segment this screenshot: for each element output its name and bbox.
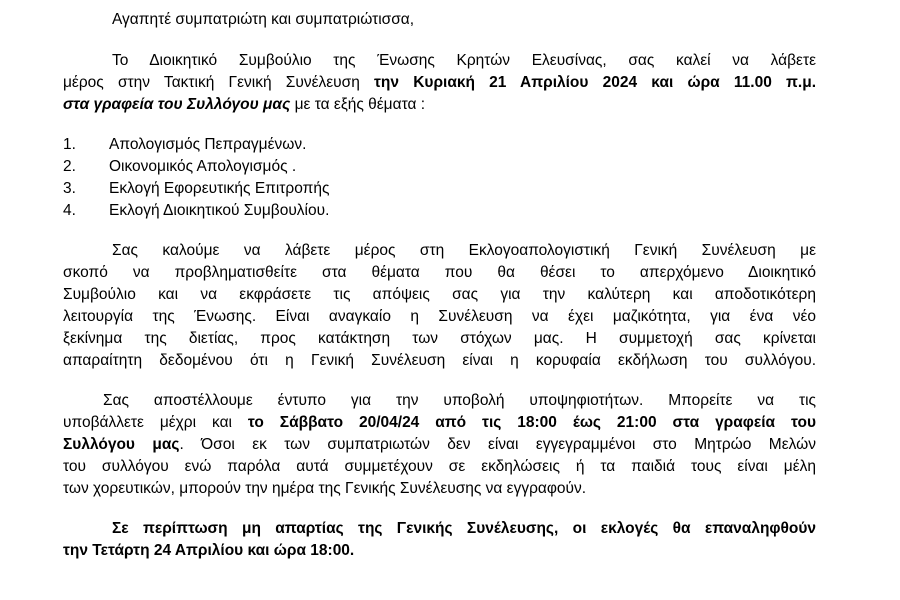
agenda-number: 4. xyxy=(63,202,76,219)
intro-text-end: με τα εξής θέματα : xyxy=(290,96,426,113)
agenda-text: Οικονομικός Απολογισμός . xyxy=(109,158,297,175)
para2-line-6: απαραίτητη δεδομένου ότι η Γενική Συνέλευση είναι η κορυφαία εκδήλωση του συλλόγου. xyxy=(63,352,816,369)
para3-line-5: των χορευτικών, μπορούν την ημέρα της Γενικής Συνέλευσης να εγγραφούν. xyxy=(63,480,587,497)
para3-line-1: Σας αποστέλλουμε έντυπο για την υποβολή υποψηφιοτήτων. Μπορείτε να τις xyxy=(103,392,816,409)
agenda-text: Εκλογή Διοικητικού Συμβουλίου. xyxy=(109,202,330,219)
para3-text: υποβάλλετε μέχρι και xyxy=(63,414,248,431)
para2-line-3: Συμβούλιο και να εκφράσετε τις απόψεις σας για την καλύτερη και αποδοτικότερη xyxy=(63,286,816,303)
para2-line-1: Σας καλούμε να λάβετε μέρος στη Εκλογοαπολογιστική Γενική Συνέλευση με xyxy=(112,242,816,259)
intro-line-1: Το Διοικητικό Συμβούλιο της Ένωσης Κρητών Ελευσίνας, σας καλεί να λάβετε xyxy=(112,52,816,69)
para2-line-2: σκοπό να προβληματισθείτε στα θέματα που θα θέσει το απερχόμενο Διοικητικό xyxy=(63,264,816,281)
para2-line-5: ξεκίνημα της διετίας, προς κατάκτηση των στόχων μας. Η συμμετοχή σας κρίνεται xyxy=(63,330,816,347)
para3-text-cont: . Όσοι εκ των συμπατριωτών δεν είναι εγγεγραμμένοι στο Μητρώο Μελών xyxy=(179,436,816,453)
intro-line-3 xyxy=(63,94,816,116)
intro-text: μέρος στην Τακτική Γενική Συνέλευση xyxy=(63,74,375,91)
para3-line-4: του συλλόγου ενώ παρόλα αυτά συμμετέχουν σε εκδηλώσεις ή τα παιδιά τους είναι μέλη xyxy=(63,458,816,475)
agenda-text: Απολογισμός Πεπραγμένων. xyxy=(109,136,307,153)
para2-line-4: λειτουργία της Ένωσης. Είναι αναγκαίο η Συνέλευση να έχει μαζικότητα, για ένα νέο xyxy=(63,308,816,325)
meeting-date: την Κυριακή 21 Απριλίου 2024 και ώρα 11.00 π.μ. xyxy=(374,74,816,91)
deadline-location: Συλλόγου μας xyxy=(63,436,180,453)
deadline-date: το Σάββατο 20/04/24 από τις 18:00 έως 21:00 στα γραφεία του xyxy=(247,414,816,431)
agenda-text: Εκλογή Εφορευτικής Επιτροπής xyxy=(109,180,330,197)
agenda-number: 2. xyxy=(63,158,76,175)
intro-line-2 xyxy=(63,72,816,94)
greeting: Αγαπητέ συμπατριώτη και συμπατριώτισσα, xyxy=(112,11,415,28)
para4-line-2: την Τετάρτη 24 Απριλίου και ώρα 18:00. xyxy=(63,542,355,559)
agenda-number: 1. xyxy=(63,136,76,153)
agenda-number: 3. xyxy=(63,180,76,197)
meeting-location: στα γραφεία του Συλλόγου μας xyxy=(63,96,291,113)
para3-line-2 xyxy=(63,412,816,434)
para4-line-1: Σε περίπτωση μη απαρτίας της Γενικής Συνέλευσης, οι εκλογές θα επαναληφθούν xyxy=(112,520,816,537)
para3-line-3 xyxy=(63,434,816,456)
